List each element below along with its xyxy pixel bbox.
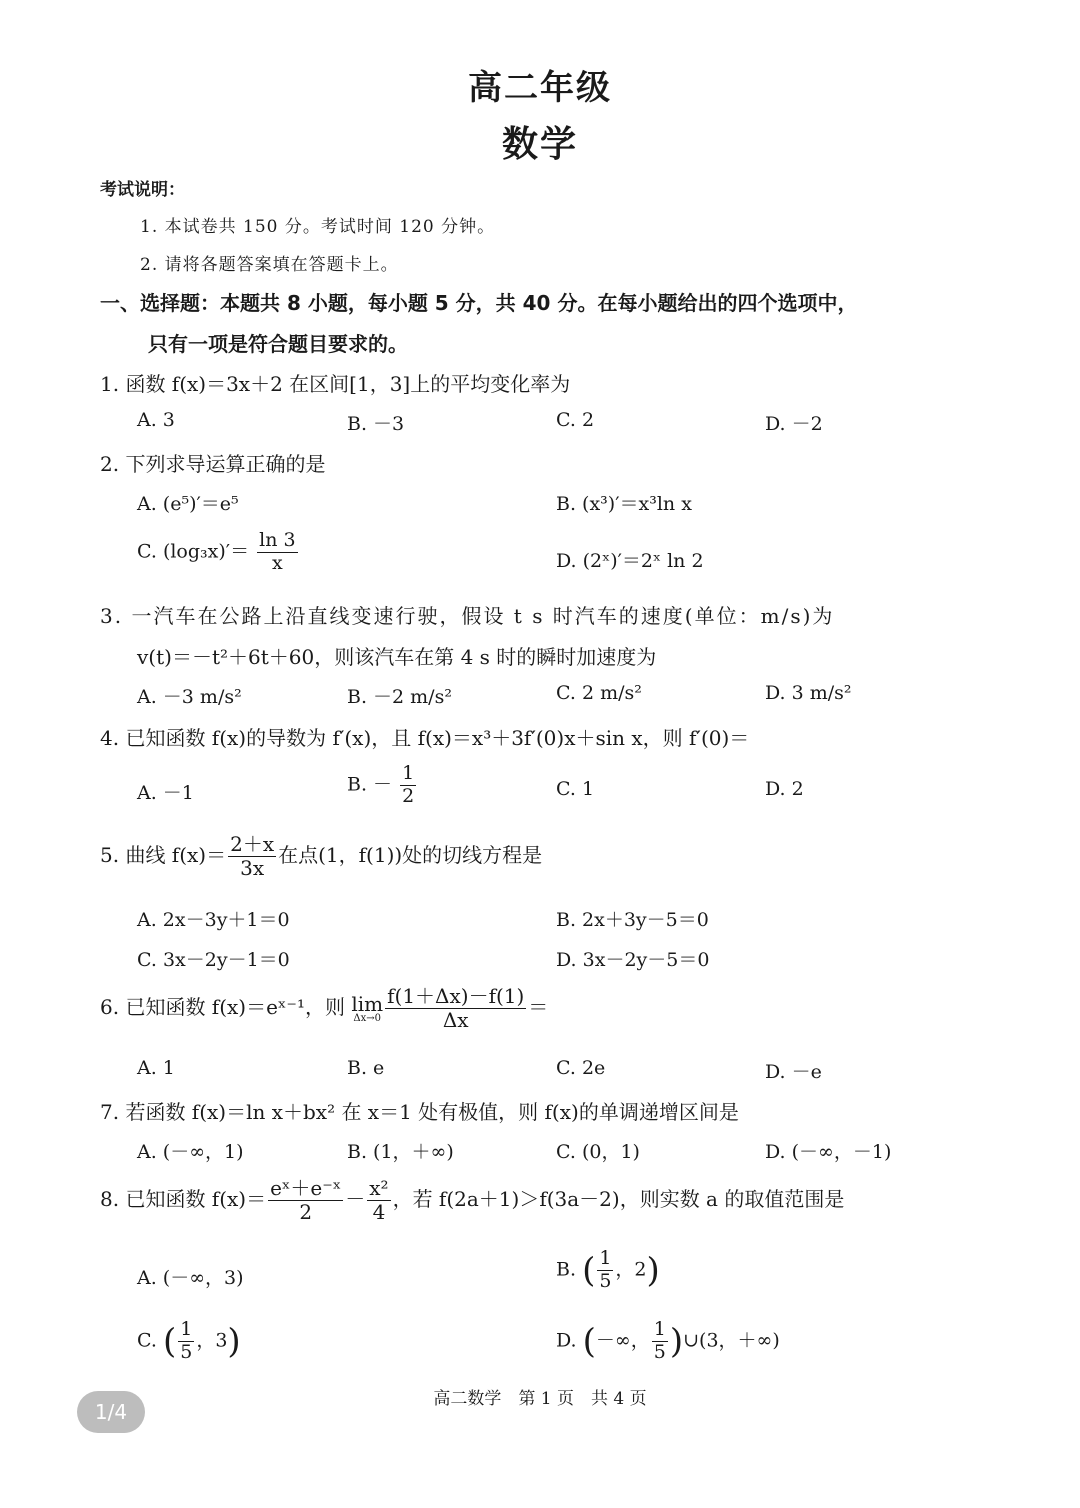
option-d: D. 3 m/s² (765, 682, 852, 704)
numerator: 1 (402, 762, 415, 784)
paren-right: ) (227, 1321, 241, 1362)
denominator: 5 (599, 1269, 612, 1292)
note-item: 1. 本试卷共 150 分。考试时间 120 分钟。 (140, 217, 496, 237)
option-c: C. 2e (556, 1057, 606, 1079)
page-indicator[interactable]: 1/4 (77, 1391, 145, 1433)
question-stem: 1. 函数 f(x)＝3x＋2 在区间[1，3]上的平均变化率为 (100, 372, 571, 396)
option-b (347, 763, 418, 808)
option-d-rest: ∪(3，＋∞) (683, 1329, 780, 1352)
option-c-rest: ，3 (196, 1329, 228, 1352)
numerator: ln 3 (259, 529, 296, 551)
denominator: 2 (299, 1200, 313, 1224)
fraction (178, 1319, 194, 1364)
option-a: A. (－∞，1) (137, 1141, 244, 1163)
limit-label: lim (351, 991, 384, 1016)
question-stem: 7. 若函数 f(x)＝ln x＋bx² 在 x＝1 处有极值，则 f(x)的单调递增区间是 (100, 1100, 739, 1124)
denominator: 4 (372, 1200, 386, 1224)
option-c (137, 530, 300, 575)
paren-left: ( (582, 1250, 596, 1291)
paren-left: ( (582, 1321, 596, 1362)
fraction (268, 1177, 343, 1224)
stem-text: 6. 已知函数 f(x)＝eˣ⁻¹，则 (100, 995, 345, 1019)
option-c: C. 2 m/s² (556, 682, 642, 704)
stem-text: ＝ (528, 995, 549, 1019)
option-c-label: C. (137, 1329, 157, 1352)
option-a: A. (－∞，3) (137, 1267, 244, 1289)
question-stem (100, 833, 542, 880)
option-d-mid: －∞， (595, 1329, 650, 1352)
fraction (257, 530, 297, 575)
denominator: Δx (442, 1008, 469, 1032)
fraction (385, 985, 526, 1032)
option-b-label: B. (556, 1258, 577, 1281)
option-a: A. (e⁵)′＝e⁵ (137, 493, 239, 515)
fraction (367, 1177, 390, 1224)
note-item: 2. 请将各题答案填在答题卡上。 (140, 255, 399, 275)
option-d: D. (2ˣ)′＝2ˣ ln 2 (556, 550, 704, 572)
denominator: 3x (240, 856, 265, 880)
option-a: A. －3 m/s² (137, 686, 242, 708)
section-heading: 一、选择题：本题共 8 小题，每小题 5 分，共 40 分。在每小题给出的四个选项中， (100, 291, 858, 315)
option-c (137, 1319, 241, 1364)
question-stem-cont: v(t)＝－t²＋6t＋60，则该汽车在第 4 s 时的瞬时加速度为 (137, 645, 657, 669)
denominator: 2 (402, 784, 415, 807)
option-a: A. 3 (137, 409, 175, 431)
limit-subscript: Δx→0 (353, 1012, 382, 1024)
numerator: 1 (653, 1318, 666, 1340)
paren-right: ) (646, 1250, 660, 1291)
question-stem: 2. 下列求导运算正确的是 (100, 452, 326, 476)
denominator: 5 (653, 1340, 666, 1363)
option-d: D. －2 (765, 413, 823, 435)
option-c: C. 3x－2y－1＝0 (137, 949, 290, 971)
option-a: A. 1 (137, 1057, 175, 1079)
option-b: B. (1，＋∞) (347, 1141, 454, 1163)
limit (351, 991, 384, 1024)
fraction (652, 1319, 668, 1364)
numerator: 2＋x (230, 832, 275, 856)
stem-text: ，若 f(2a＋1)＞f(3a－2)，则实数 a 的取值范围是 (392, 1187, 845, 1211)
option-d: D. (－∞，－1) (765, 1141, 892, 1163)
numerator: 1 (599, 1247, 612, 1269)
numerator: eˣ＋e⁻ˣ (270, 1176, 342, 1200)
question-stem: 4. 已知函数 f(x)的导数为 f′(x)，且 f(x)＝x³＋3f′(0)x＋sin x，则 f′(0)＝ (100, 726, 750, 750)
numerator: 1 (180, 1318, 193, 1340)
option-d (556, 1319, 780, 1364)
option-a: A. 2x－3y＋1＝0 (137, 909, 290, 931)
option-d-label: D. (556, 1329, 577, 1352)
option-c: C. (0，1) (556, 1141, 640, 1163)
option-a: A. －1 (137, 782, 194, 804)
option-d: D. －e (765, 1061, 822, 1083)
minus-sign: － (345, 1187, 366, 1211)
option-b: B. (x³)′＝x³ln x (556, 493, 692, 515)
option-b (556, 1248, 660, 1293)
question-stem (100, 985, 548, 1032)
question-stem (100, 1177, 844, 1224)
page-footer: 高二数学 第 1 页 共 4 页 (433, 1389, 647, 1409)
option-c: C. 2 (556, 409, 595, 431)
numerator: f(1＋Δx)－f(1) (387, 984, 525, 1008)
subject-title: 数学 (501, 124, 578, 165)
grade-title: 高二年级 (468, 68, 612, 108)
notes-heading: 考试说明： (100, 180, 185, 200)
fraction (400, 763, 416, 808)
option-d: D. 3x－2y－5＝0 (556, 949, 710, 971)
question-stem: 3. 一汽车在公路上沿直线变速行驶，假设 t s 时汽车的速度(单位：m/s)为 (100, 604, 835, 628)
paren-left: ( (162, 1321, 177, 1362)
option-b-label: B. － (347, 773, 393, 796)
option-b: B. e (347, 1057, 385, 1079)
option-b-rest: ，2 (615, 1258, 647, 1281)
fraction (228, 833, 276, 880)
section-heading-cont: 只有一项是符合题目要求的。 (148, 332, 408, 356)
numerator: x² (369, 1176, 389, 1200)
stem-text: 5. 曲线 f(x)＝ (100, 843, 227, 867)
option-b: B. －3 (347, 413, 405, 435)
denominator: x (272, 551, 283, 574)
paren-right: ) (669, 1321, 684, 1362)
option-d: D. 2 (765, 778, 804, 800)
option-b: B. 2x＋3y－5＝0 (556, 909, 709, 931)
option-c-label: C. (log₃x)′＝ (137, 540, 250, 563)
fraction (597, 1248, 613, 1293)
denominator: 5 (180, 1340, 193, 1363)
option-b: B. －2 m/s² (347, 686, 452, 708)
option-c: C. 1 (556, 778, 595, 800)
stem-text: 在点(1，f(1))处的切线方程是 (278, 843, 543, 867)
stem-text: 8. 已知函数 f(x)＝ (100, 1187, 267, 1211)
